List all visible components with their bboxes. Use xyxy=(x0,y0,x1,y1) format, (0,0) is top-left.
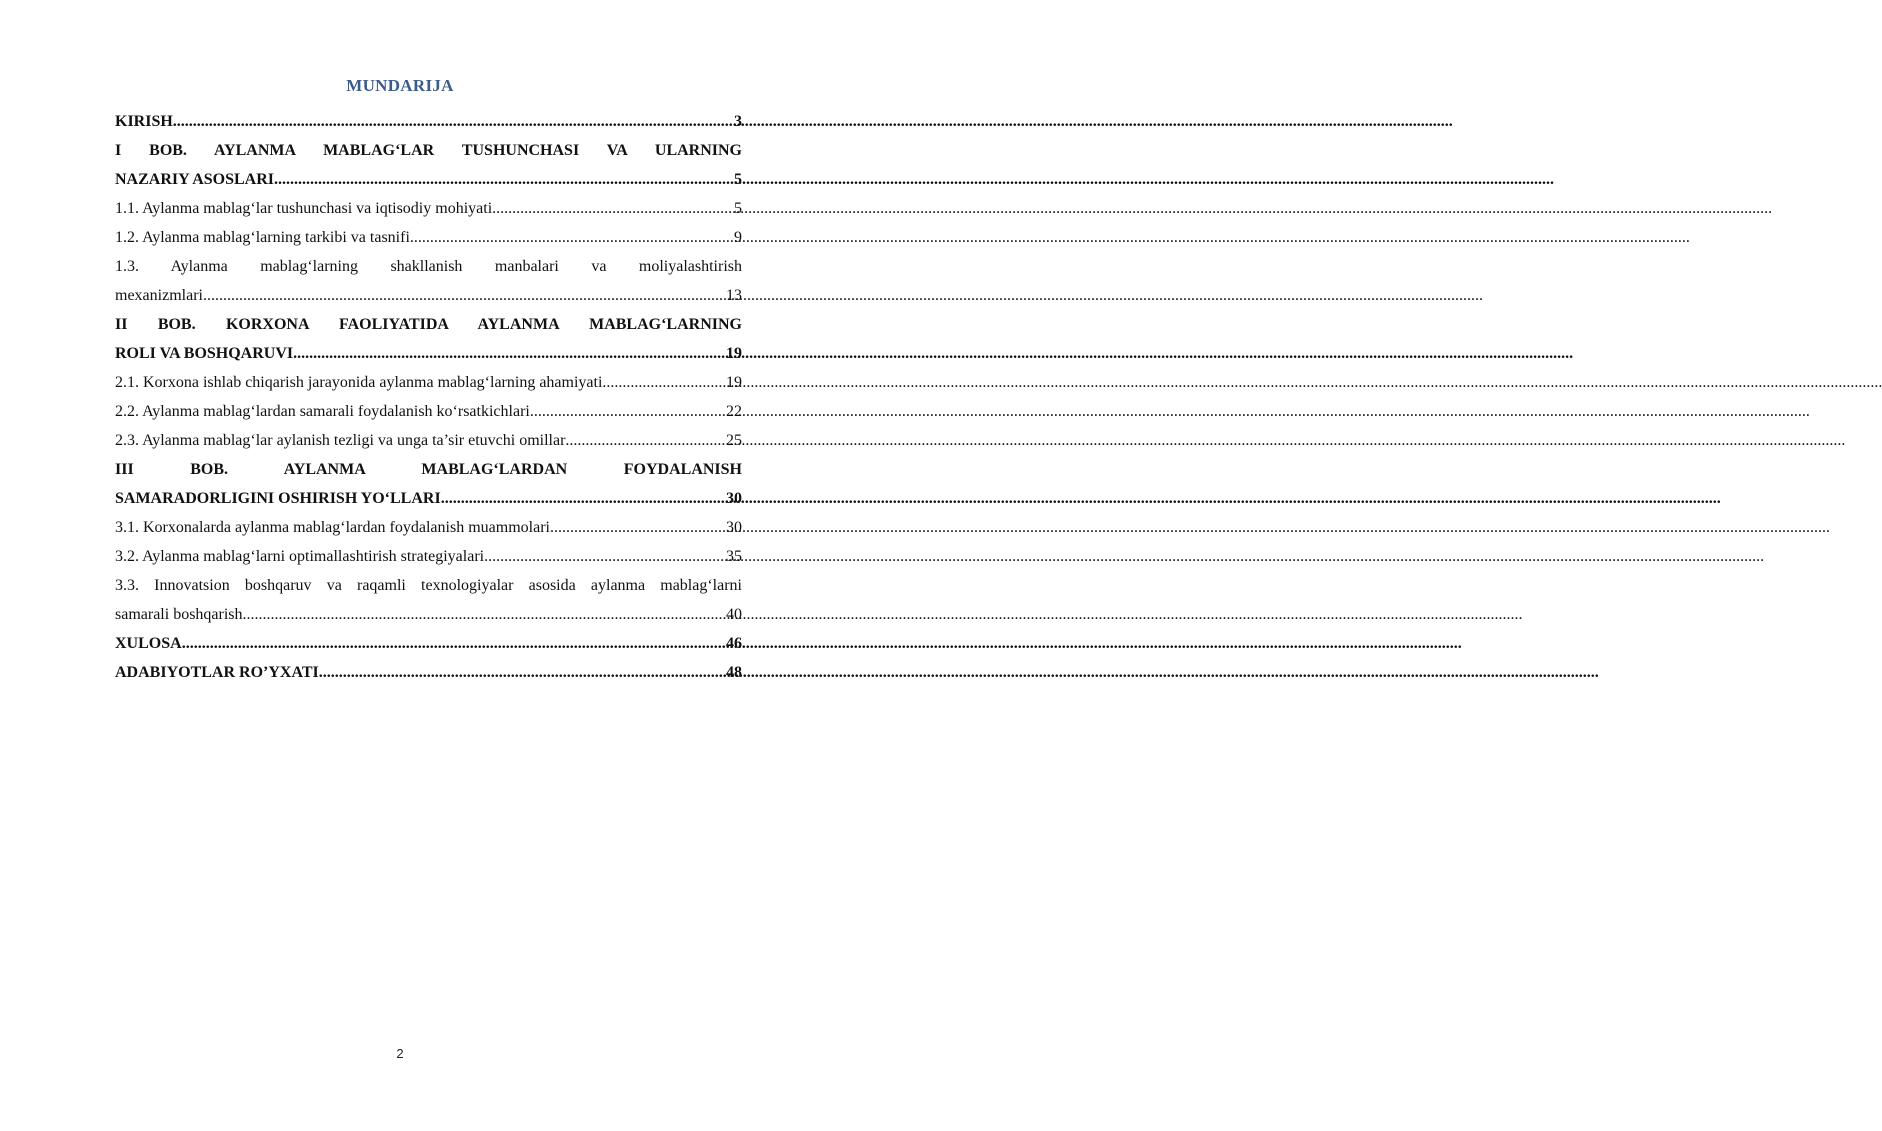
toc-entry-page: 30 xyxy=(726,490,742,507)
toc-leader-dots xyxy=(565,426,726,455)
toc-leader-dots xyxy=(243,600,726,629)
toc-leader-dots xyxy=(182,629,726,658)
toc-entry-page: 19 xyxy=(726,374,742,391)
toc-entry-1-3[interactable] xyxy=(115,252,742,310)
toc-leader-dots xyxy=(203,281,726,310)
toc-entry-label: mexanizmlari xyxy=(115,287,203,304)
toc-entry-heading-line: 1.3. Aylanma mablag‘larning shakllanish manbalari va moliyalashtirish xyxy=(115,258,742,275)
toc-entry-xulosa[interactable] xyxy=(115,629,742,658)
toc-entry-1-1[interactable] xyxy=(115,194,742,223)
page-number: 2 xyxy=(396,1046,404,1061)
toc-leader-dots xyxy=(484,542,726,571)
toc-entry-label: ROLI VA BOSHQARUVI xyxy=(115,345,294,362)
toc-entry-label: 2.2. Aylanma mablag‘lardan samarali foydalanish ko‘rsatkichlari xyxy=(115,403,530,420)
table-of-contents xyxy=(115,107,742,687)
toc-entry-heading-line: II BOB. KORXONA FAOLIYATIDA AYLANMA MABLAG‘LARNING xyxy=(115,316,742,333)
toc-entry-page: 3 xyxy=(734,113,742,130)
toc-leader-dots xyxy=(319,658,726,687)
toc-entry-page: 22 xyxy=(726,403,742,420)
toc-entry-label: 1.2. Aylanma mablag‘larning tarkibi va tasnifi xyxy=(115,229,410,246)
toc-entry-label: ADABIYOTLAR RO’YXATI xyxy=(115,664,319,681)
toc-leader-dots xyxy=(530,397,726,426)
toc-entry-2-3[interactable] xyxy=(115,426,742,455)
toc-leader-dots xyxy=(441,484,726,513)
toc-entry-page: 40 xyxy=(726,606,742,623)
toc-entry-heading-line: I BOB. AYLANMA MABLAG‘LAR TUSHUNCHASI VA ULARNING xyxy=(115,142,742,159)
toc-entry-label: samarali boshqarish xyxy=(115,606,243,623)
toc-entry-label: NAZARIY ASOSLARI xyxy=(115,171,274,188)
toc-entry-heading-line: 3.3. Innovatsion boshqaruv va raqamli texnologiyalar asosida aylanma mablag‘larni xyxy=(115,577,742,594)
toc-entry-3-3[interactable] xyxy=(115,571,742,629)
toc-entry-page: 5 xyxy=(734,171,742,188)
toc-leader-dots xyxy=(293,339,726,368)
toc-leader-dots xyxy=(173,107,734,136)
toc-entry-2-2[interactable] xyxy=(115,397,742,426)
toc-entry-chapter-2[interactable] xyxy=(115,310,742,368)
toc-entry-chapter-1[interactable] xyxy=(115,136,742,194)
toc-entry-heading-line: III BOB. AYLANMA MABLAG‘LARDAN FOYDALANISH xyxy=(115,461,742,478)
toc-title: MUNDARIJA xyxy=(346,76,454,95)
toc-entry-kirish[interactable] xyxy=(115,107,742,136)
toc-entry-page: 19 xyxy=(726,345,742,362)
toc-leader-dots xyxy=(492,194,734,223)
toc-entry-label: SAMARADORLIGINI OSHIRISH YO‘LLARI xyxy=(115,490,441,507)
toc-entry-label: 1.1. Aylanma mablag‘lar tushunchasi va iqtisodiy mohiyati xyxy=(115,200,493,217)
toc-entry-label: 2.1. Korxona ishlab chiqarish jarayonida aylanma mablag‘larning ahamiyati xyxy=(115,374,603,391)
toc-entry-label: 2.3. Aylanma mablag‘lar aylanish tezligi va unga ta’sir etuvchi omillar xyxy=(115,432,566,449)
toc-entry-page: 13 xyxy=(726,287,742,304)
toc-leader-dots xyxy=(602,368,726,397)
toc-entry-1-2[interactable] xyxy=(115,223,742,252)
toc-entry-3-1[interactable] xyxy=(115,513,742,542)
document-page xyxy=(0,0,800,1131)
toc-entry-page: 5 xyxy=(734,200,742,217)
toc-entry-page: 25 xyxy=(726,432,742,449)
toc-entry-page: 30 xyxy=(726,519,742,536)
toc-entry-chapter-3[interactable] xyxy=(115,455,742,513)
toc-entry-2-1[interactable] xyxy=(115,368,742,397)
toc-entry-page: 48 xyxy=(726,664,742,681)
toc-entry-page: 46 xyxy=(726,635,742,652)
toc-entry-page: 35 xyxy=(726,548,742,565)
toc-entry-label: KIRISH xyxy=(115,113,173,130)
toc-entry-label: XULOSA xyxy=(115,635,182,652)
toc-leader-dots xyxy=(550,513,726,542)
toc-entry-3-2[interactable] xyxy=(115,542,742,571)
toc-leader-dots xyxy=(274,165,734,194)
toc-entry-label: 3.1. Korxonalarda aylanma mablag‘lardan foydalanish muammolari xyxy=(115,519,550,536)
toc-leader-dots xyxy=(410,223,734,252)
toc-entry-adabiyotlar[interactable] xyxy=(115,658,742,687)
toc-entry-page: 9 xyxy=(734,229,742,246)
toc-entry-label: 3.2. Aylanma mablag‘larni optimallashtirish strategiyalari xyxy=(115,548,485,565)
